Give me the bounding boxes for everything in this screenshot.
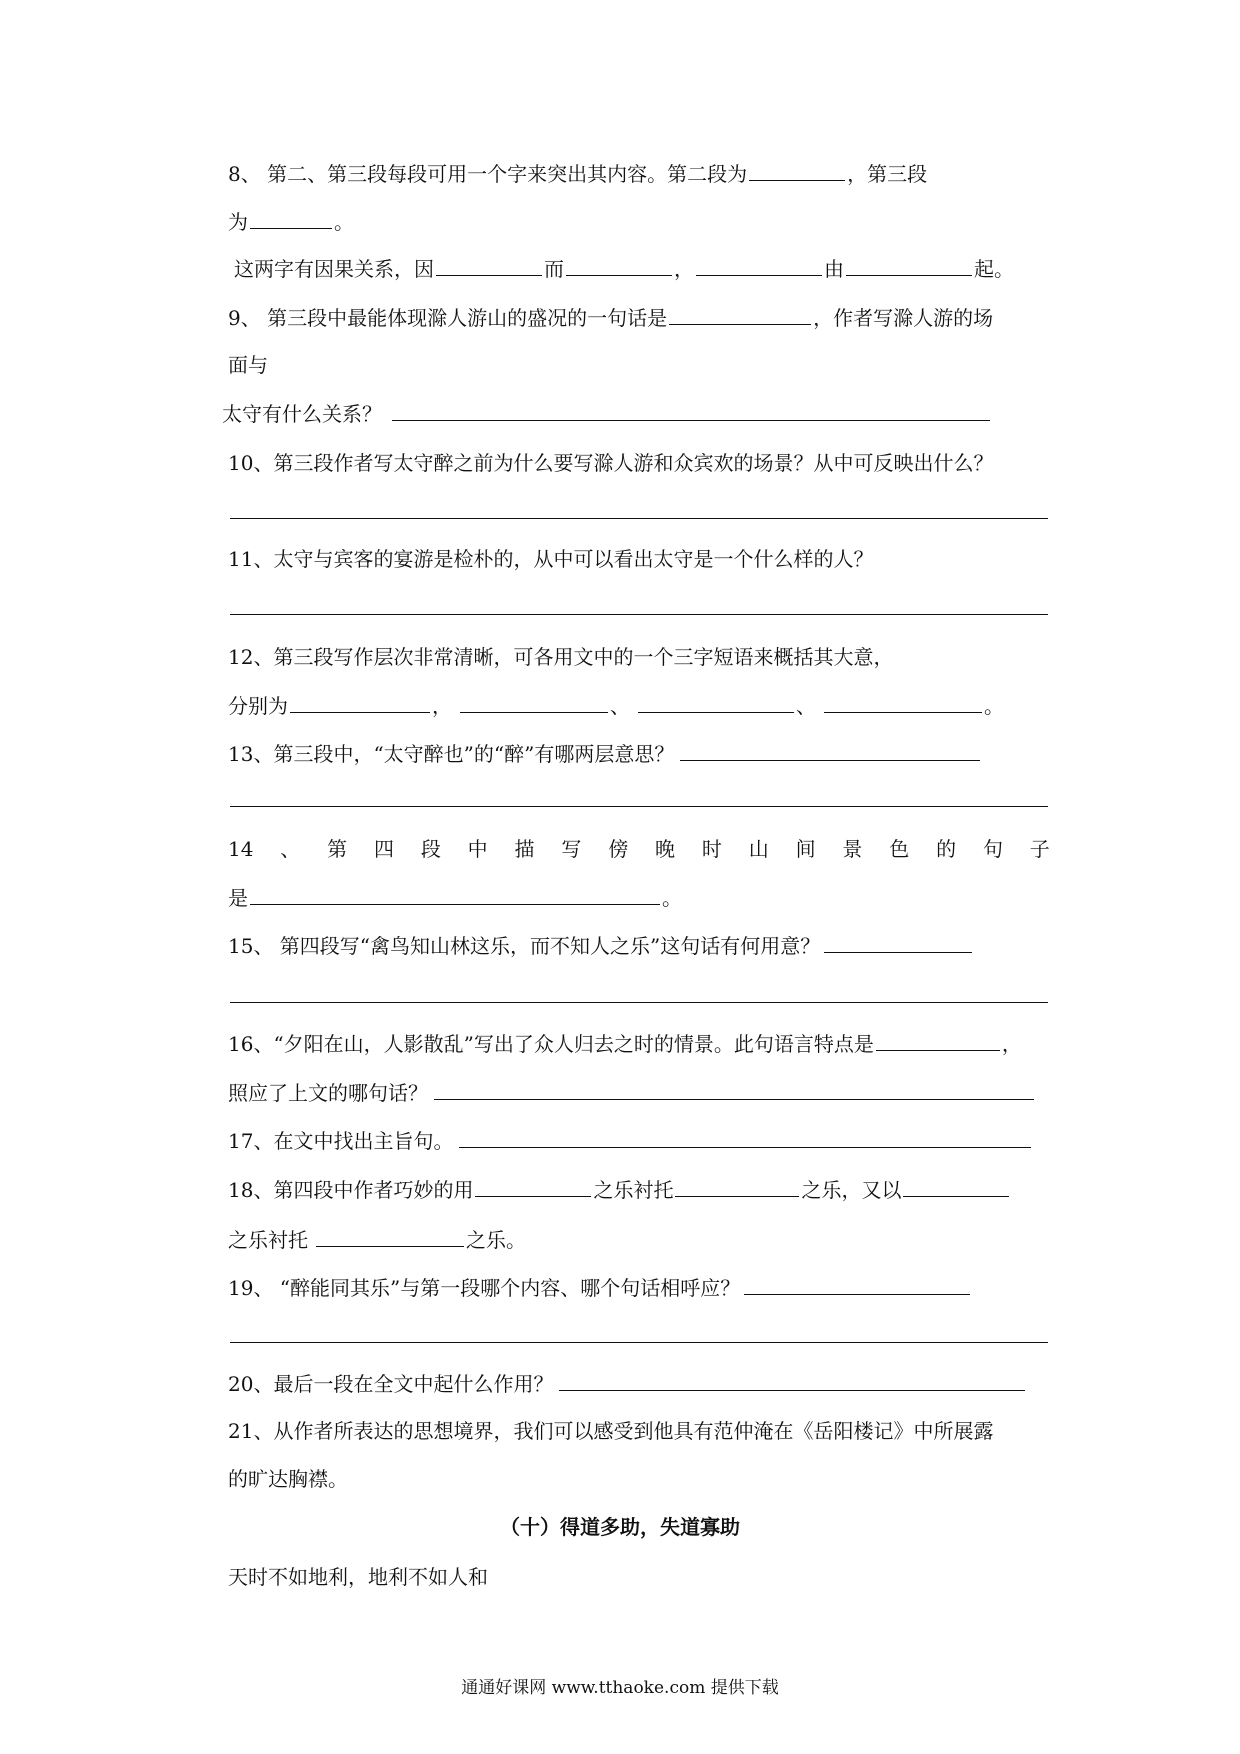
question-14-char: 写	[561, 837, 582, 861]
answer-blank[interactable]	[824, 688, 982, 713]
answer-blank[interactable]	[680, 736, 980, 761]
answer-blank[interactable]	[749, 156, 845, 181]
answer-blank[interactable]	[638, 688, 794, 713]
answer-blank[interactable]	[290, 688, 430, 713]
question-14-char: 段	[420, 837, 441, 861]
answer-blank[interactable]	[675, 1172, 799, 1197]
question-21-line-2: 的旷达胸襟。	[228, 1467, 348, 1491]
answer-blank[interactable]	[250, 880, 660, 905]
question-20: 20、最后一段在全文中起什么作用？	[228, 1366, 1050, 1400]
answer-blank[interactable]	[459, 1123, 1031, 1148]
answer-blank[interactable]	[559, 1366, 1025, 1391]
question-8-line-3: 这两字有因果关系，因 而 ， 由 起。	[234, 251, 1056, 285]
question-19: 19、 “醉能同其乐”与第一段哪个内容、哪个句话相呼应？	[228, 1270, 1050, 1304]
question-10: 10、第三段作者写太守醉之前为什么要写滁人游和众宾欢的场景？从中可反映出什么？	[228, 451, 994, 475]
answer-blank[interactable]	[250, 204, 332, 229]
question-14-char: 时	[701, 837, 722, 861]
section-title: （十）得道多助，失道寡助	[500, 1515, 740, 1539]
answer-blank[interactable]	[744, 1270, 970, 1295]
question-14-char: 句	[982, 837, 1003, 861]
answer-line[interactable]	[230, 1342, 1048, 1343]
question-14-line-2: 是 。	[228, 880, 1050, 914]
question-15: 15、 第四段写“禽鸟知山林这乐，而不知人之乐”这句话有何用意？	[228, 928, 1050, 962]
question-14-char: 景	[842, 837, 863, 861]
answer-blank[interactable]	[669, 300, 811, 325]
question-14-char: 中	[467, 837, 488, 861]
question-14-char: 傍	[608, 837, 629, 861]
question-9-line-3: 太守有什么关系？	[222, 396, 1044, 430]
answer-blank[interactable]	[824, 928, 972, 953]
question-9-line-1: 9、 第三段中最能体现滁人游山的盛况的一句话是 ，作者写滁人游的场	[228, 300, 1050, 334]
question-14-char: 四	[373, 837, 394, 861]
question-9-line-2: 面与	[228, 353, 268, 377]
answer-blank[interactable]	[316, 1222, 464, 1247]
answer-blank[interactable]	[434, 1075, 1034, 1100]
answer-blank[interactable]	[696, 251, 822, 276]
question-13: 13、第三段中，“太守醉也”的“醉”有哪两层意思？	[228, 736, 1050, 770]
question-14-char: 晚	[655, 837, 676, 861]
question-14-char: 、	[280, 837, 301, 861]
answer-line[interactable]	[230, 806, 1048, 807]
answer-blank[interactable]	[436, 251, 542, 276]
answer-blank[interactable]	[876, 1026, 1000, 1051]
answer-blank[interactable]	[903, 1172, 1009, 1197]
question-17: 17、在文中找出主旨句。	[228, 1123, 1050, 1157]
question-14-char: 间	[795, 837, 816, 861]
answer-blank[interactable]	[392, 396, 990, 421]
question-14-char: 描	[514, 837, 535, 861]
answer-blank[interactable]	[460, 688, 608, 713]
question-14-char: 14	[228, 837, 254, 861]
question-14-text	[228, 832, 1050, 866]
question-12-line-2: 分别为 ， 、 、 。	[228, 688, 1050, 722]
answer-blank[interactable]	[566, 251, 672, 276]
question-11: 11、太守与宾客的宴游是检朴的，从中可以看出太守是一个什么样的人？	[228, 547, 874, 571]
question-8-line-1: 8、 第二、第三段每段可用一个字来突出其内容。第二段为 ，第三段	[228, 156, 1050, 190]
question-14-char: 山	[748, 837, 769, 861]
question-14-char: 的	[936, 837, 957, 861]
question-18-line-2: 之乐衬托 之乐。	[228, 1222, 1050, 1256]
answer-blank[interactable]	[475, 1172, 591, 1197]
answer-line[interactable]	[230, 1002, 1048, 1003]
question-14-char: 第	[327, 837, 348, 861]
answer-line[interactable]	[230, 518, 1048, 519]
question-14-char: 色	[889, 837, 910, 861]
section-first-line: 天时不如地利，地利不如人和	[228, 1565, 488, 1589]
question-14-line-1	[228, 832, 1050, 866]
question-14-char: 子	[1029, 837, 1050, 861]
answer-line[interactable]	[230, 614, 1048, 615]
question-12-line-1: 12、第三段写作层次非常清晰，可各用文中的一个三字短语来概括其大意，	[228, 645, 894, 669]
question-16-line-2: 照应了上文的哪句话？	[228, 1075, 1050, 1109]
question-21-line-1: 21、从作者所表达的思想境界，我们可以感受到他具有范仲淹在《岳阳楼记》中所展露	[228, 1419, 994, 1443]
page-footer: 通通好课网 www.tthaoke.com 提供下载	[461, 1678, 779, 1698]
question-18-line-1: 18、第四段中作者巧妙的用 之乐衬托 之乐，又以	[228, 1172, 1050, 1206]
answer-blank[interactable]	[846, 251, 972, 276]
question-16-line-1: 16、“夕阳在山，人影散乱”写出了众人归去之时的情景。此句语言特点是 ，	[228, 1026, 1050, 1060]
question-8-line-2: 为 。	[228, 204, 1050, 238]
